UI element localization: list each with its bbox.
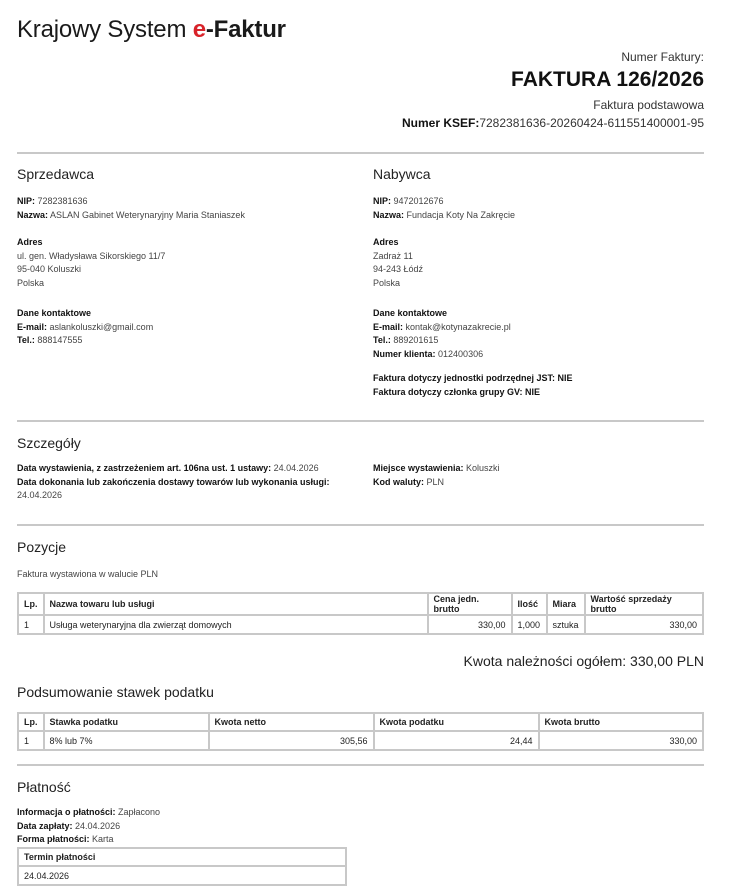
label: Nazwa: [17,209,49,220]
issue-date [17,462,357,476]
table-header-row [18,593,703,615]
payment-title: Płatność [17,779,71,795]
buyer-flags [373,372,573,399]
items-title: Pozycje [17,539,67,555]
cell-net: 305,56 [209,731,374,750]
column-header: Kwota podatku [374,713,539,731]
divider [17,152,704,154]
address-line: 95-040 Koluszki [17,264,82,274]
label: Nazwa: [373,209,405,220]
column-header: Stawka podatku [44,713,209,731]
ksef-number [402,116,704,130]
label: E-mail: [17,321,48,332]
invoice-number: FAKTURA 126/2026 [511,68,704,91]
value: 012400306 [435,348,484,359]
column-header: Kwota netto [209,713,374,731]
column-header: Ilość [512,593,547,615]
label: Data wystawienia, z zastrzeżeniem art. 106na ust. 1 ustawy: [17,463,272,473]
value: 9472012676 [391,196,444,206]
value: Fundacja Koty Na Zakręcie [404,209,516,220]
table-header-row [18,848,346,866]
column-header: Termin płatności [18,848,346,866]
seller-email [17,321,153,335]
value: 24.04.2026 [72,820,121,831]
payment-date [17,820,160,834]
value: aslankoluszki@gmail.com [47,321,154,332]
buyer-name [373,209,515,223]
cell-gross: 330,00 [539,731,704,750]
cell-unit-price: 330,00 [428,615,512,634]
seller-tel [17,334,153,348]
details-place [373,462,500,489]
value: 889201615 [390,335,439,345]
seller-address [17,236,165,290]
buyer-ids [373,195,515,222]
tax-table [17,712,704,751]
value: 7282381636 [35,196,88,206]
ksef-label: Numer KSEF: [401,116,480,130]
payment-term-table [17,847,347,886]
address-line: 94-243 Łódź [373,264,424,274]
payment-form [17,833,160,847]
buyer-client-number [373,348,511,362]
value: PLN [424,476,445,487]
cell-unit: sztuka [547,615,585,634]
invoice-header [402,50,704,130]
cell-lp: 1 [18,615,44,634]
invoice-number-label: Numer Faktury: [621,50,704,64]
cell-name: Usługa weterynaryjna dla zwierząt domowych [44,615,428,634]
contact-title: Dane kontaktowe [17,308,92,318]
delivery-date [17,476,357,490]
buyer-email [373,321,511,335]
column-header: Miara [547,593,585,615]
seller-name [17,209,245,223]
table-header-row [18,713,703,731]
cell-gross-value: 330,00 [585,615,703,634]
value: 888147555 [34,335,83,345]
currency-note: Faktura wystawiona w walucie PLN [17,569,159,579]
buyer-address [373,236,423,290]
issue-place [373,462,500,476]
label: Informacja o płatności: [17,807,116,817]
ksef-value: 7282381636-20260424-611551400001-95 [479,116,704,130]
column-header: Lp. [18,593,44,615]
column-header: Nazwa towaru lub usługi [44,593,428,615]
address-line: Polska [17,277,45,288]
items-table [17,592,704,635]
value: Karta [89,834,114,844]
value: Zapłacono [115,807,161,817]
table-row [18,615,703,634]
tax-summary-title: Podsumowanie stawek podatku [17,684,214,700]
jst-flag: Faktura dotyczy jednostki podrzędnej JST: NIE [373,373,573,383]
divider [17,764,704,766]
payment-status [17,806,160,820]
seller-contact [17,307,153,348]
cell-term-date: 24.04.2026 [18,866,346,885]
seller-nip [17,195,245,209]
address-line: ul. gen. Władysława Sikorskiego 11/7 [17,250,166,261]
delivery-date-value: 24.04.2026 [17,490,63,500]
cell-quantity: 1,000 [512,615,547,634]
details-title: Szczegóły [17,435,81,451]
contact-title: Dane kontaktowe [373,308,448,318]
brand-logo [17,16,286,44]
address-line: Zadraż 11 [373,250,413,261]
details-dates [17,462,357,503]
buyer-title: Nabywca [373,166,431,182]
currency-code [373,476,500,490]
label: Data dokonania lub zakończenia dostawy towarów lub wykonania usługi: [17,476,330,487]
value: Koluszki [463,463,500,473]
column-header: Lp. [18,713,44,731]
buyer-nip [373,195,515,209]
table-row [18,866,346,885]
cell-rate: 8% lub 7% [44,731,209,750]
label: NIP: [373,196,391,206]
address-title: Adres [373,237,399,247]
value: ASLAN Gabinet Weterynaryjny Maria Staniaszek [48,209,245,220]
label: Tel.: [17,335,35,345]
payment-info [17,806,160,847]
label: Tel.: [373,335,391,345]
divider [17,420,704,422]
divider [17,524,704,526]
address-title: Adres [17,237,43,247]
seller-title: Sprzedawca [17,166,95,182]
brand-e-mark: e [192,16,206,43]
cell-tax: 24,44 [374,731,539,750]
brand-text: Krajowy System [17,16,193,43]
label: Numer klienta: [373,348,436,359]
column-header: Wartość sprzedaży brutto [585,593,703,615]
invoice-type: Faktura podstawowa [593,98,704,112]
gv-flag: Faktura dotyczy członka grupy GV: NIE [373,386,541,397]
label: NIP: [17,196,35,206]
seller-ids [17,195,245,222]
label: E-mail: [373,321,404,332]
column-header: Kwota brutto [539,713,704,731]
buyer-tel [373,334,511,348]
column-header: Cena jedn. brutto [428,593,512,615]
brand-text-bold: -Faktur [205,16,286,43]
value: 24.04.2026 [271,463,319,473]
table-row [18,731,703,750]
total-amount: Kwota należności ogółem: 330,00 PLN [463,653,704,669]
address-line: Polska [373,277,401,288]
label: Data zapłaty: [17,820,73,831]
label: Kod waluty: [373,476,424,487]
label: Forma płatności: [17,834,90,844]
label: Miejsce wystawienia: [373,463,464,473]
value: kontak@kotynazakrecie.pl [403,321,511,332]
cell-lp: 1 [18,731,44,750]
buyer-contact [373,307,511,361]
